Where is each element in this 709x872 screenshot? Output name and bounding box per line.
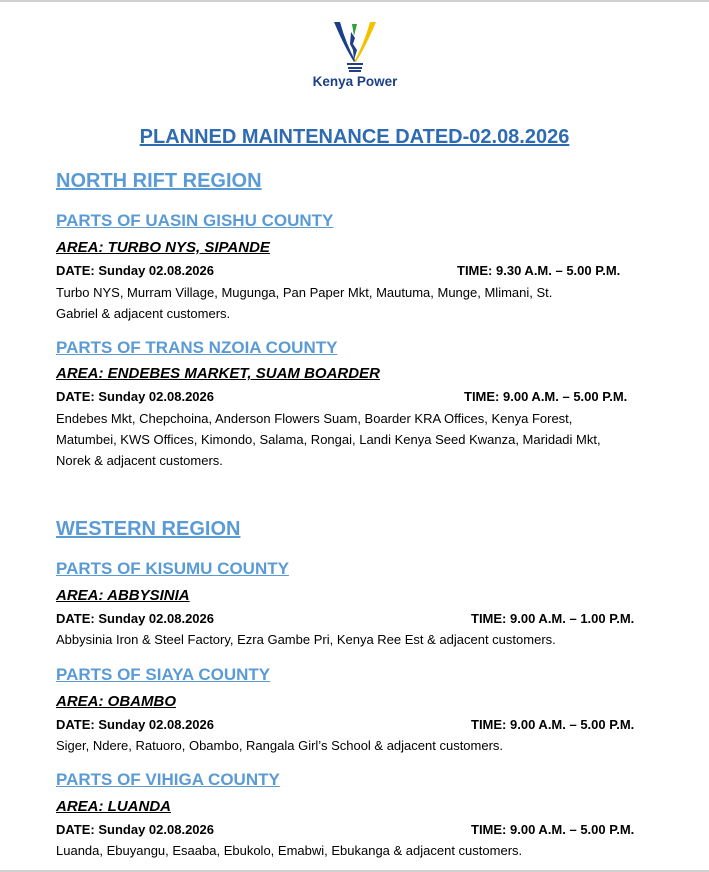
date-label: DATE: Sunday 02.08.2026 [56,389,214,404]
affected-areas-line: Endebes Mkt, Chepchoina, Anderson Flowers Suam, Boarder KRA Offices, Kenya Forest, [56,411,573,426]
kenya-power-logo [300,20,410,94]
date-label: DATE: Sunday 02.08.2026 [56,611,214,626]
county-heading: PARTS OF TRANS NZOIA COUNTY [56,338,338,357]
affected-areas-line: Gabriel & adjacent customers. [56,306,231,321]
affected-areas [56,408,666,471]
time-label: TIME: 9.30 A.M. – 5.00 P.M. [457,263,621,278]
date-label: DATE: Sunday 02.08.2026 [56,263,214,278]
time-label: TIME: 9.00 A.M. – 5.00 P.M. [471,717,635,732]
affected-areas-line: Siger, Ndere, Ratuoro, Obambo, Rangala Girl’s School & adjacent customers. [56,738,504,753]
region-heading: WESTERN REGION [56,518,241,540]
time-label: TIME: 9.00 A.M. – 5.00 P.M. [464,389,628,404]
date-label: DATE: Sunday 02.08.2026 [56,822,214,837]
affected-areas-line: Luanda, Ebuyangu, Esaaba, Ebukolo, Emabwi, Ebukanga & adjacent customers. [56,843,523,858]
area-label: AREA: ENDEBES MARKET, SUAM BOARDER [56,365,380,382]
affected-areas-line: Turbo NYS, Murram Village, Mugunga, Pan Paper Mkt, Mautuma, Munge, Mlimani, St. [56,285,553,300]
area-label: AREA: OBAMBO [56,693,176,710]
affected-areas-line: Matumbei, KWS Offices, Kimondo, Salama, Rongai, Landi Kenya Seed Kwanza, Maridadi Mkt, [56,432,601,447]
logo-text: Kenya Power [312,74,398,89]
region-heading: NORTH RIFT REGION [56,170,262,192]
time-label: TIME: 9.00 A.M. – 5.00 P.M. [471,822,635,837]
lightning-icon [330,20,380,72]
county-heading: PARTS OF VIHIGA COUNTY [56,770,280,789]
affected-areas [56,629,666,650]
affected-areas-line: Abbysinia Iron & Steel Factory, Ezra Gambe Pri, Kenya Ree Est & adjacent customers. [56,632,556,647]
affected-areas [56,282,666,324]
area-label: AREA: ABBYSINIA [56,587,190,604]
county-heading: PARTS OF UASIN GISHU COUNTY [56,211,334,230]
affected-areas [56,840,666,861]
affected-areas-line: Norek & adjacent customers. [56,453,223,468]
county-heading: PARTS OF KISUMU COUNTY [56,559,289,578]
date-label: DATE: Sunday 02.08.2026 [56,717,214,732]
time-label: TIME: 9.00 A.M. – 1.00 P.M. [471,611,635,626]
page-title: PLANNED MAINTENANCE DATED-02.08.2026 [139,126,570,148]
county-heading: PARTS OF SIAYA COUNTY [56,665,271,684]
top-border [0,0,709,2]
area-label: AREA: TURBO NYS, SIPANDE [56,239,270,256]
affected-areas [56,735,666,756]
area-label: AREA: LUANDA [56,798,171,815]
